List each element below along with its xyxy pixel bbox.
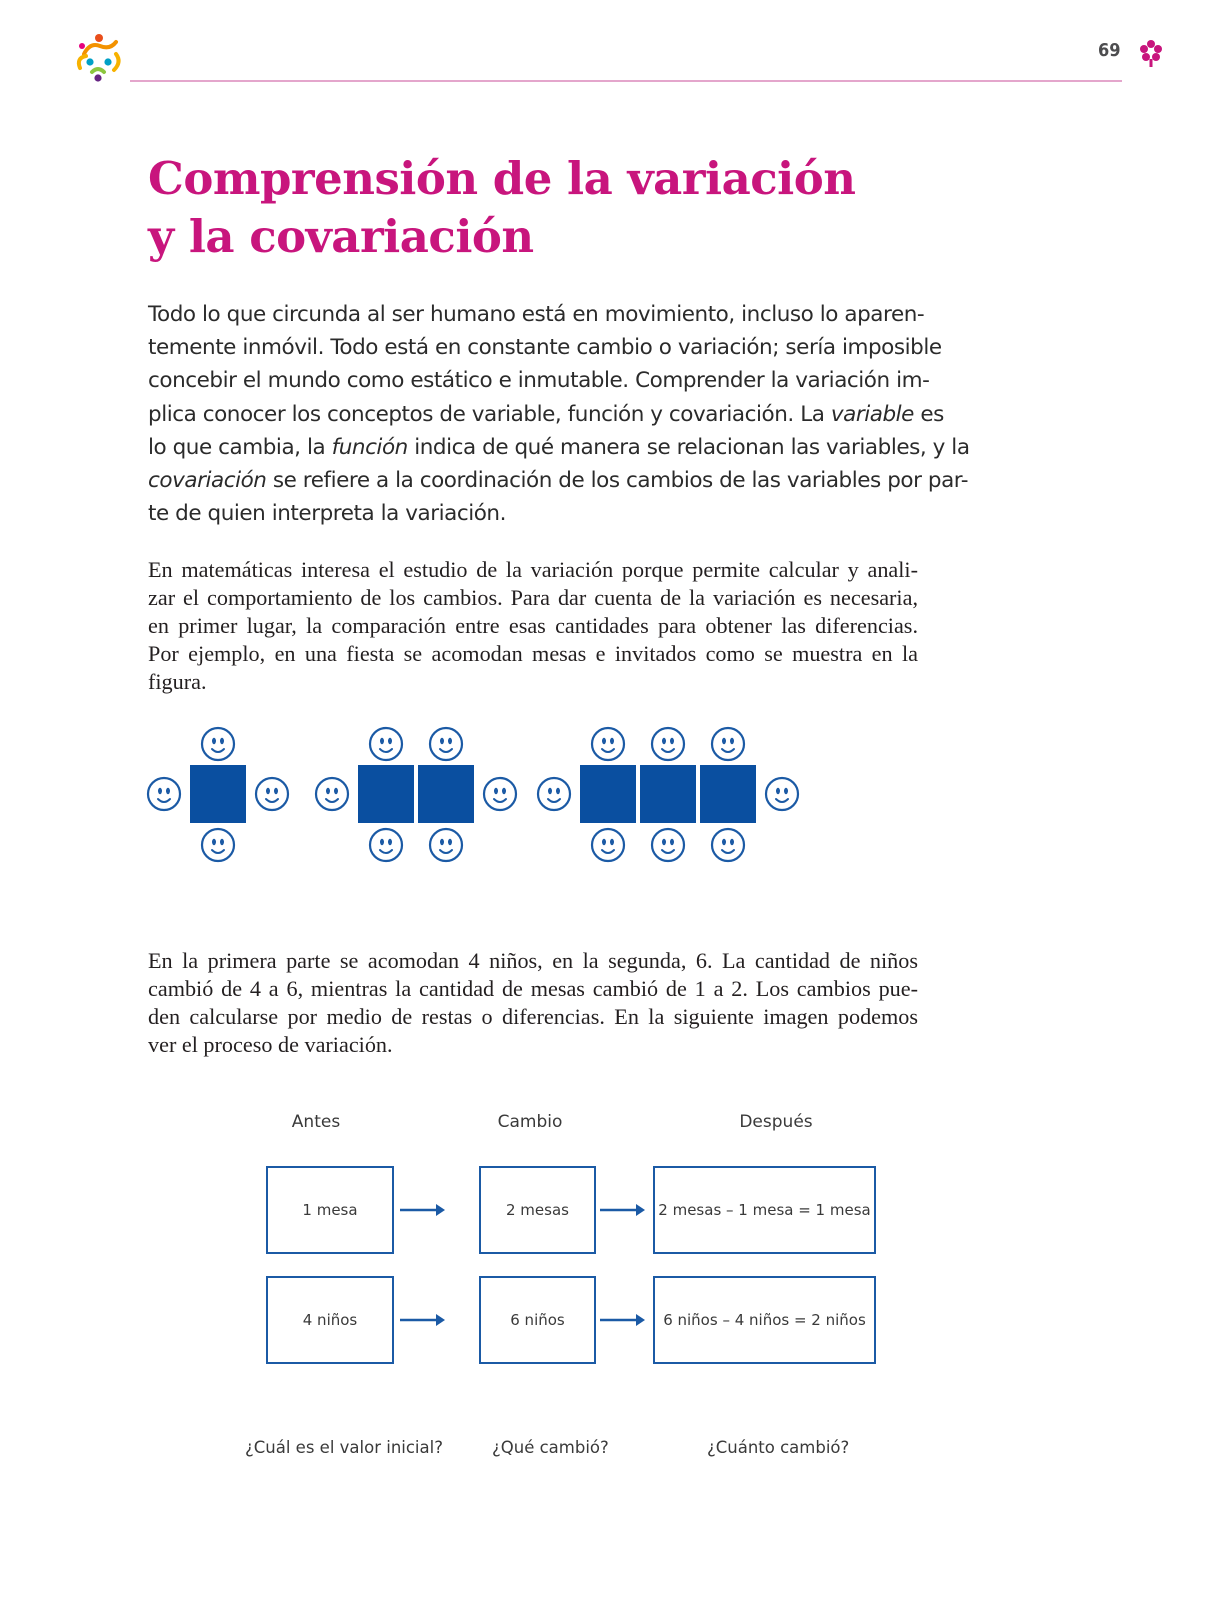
table-square bbox=[580, 765, 636, 823]
column-title-antes: Antes bbox=[291, 1112, 341, 1132]
change-paragraph: En la primera parte se acomodan 4 niños, en la segunda, 6. La cantidad de niños cambió de 4 a 6, mientras la cantidad de mesas cambió de 1 a 2. Los cambios pue- den calcularse por medio de restas o diferencias. En la siguiente imagen podemos ver el proceso de variación. bbox=[148, 948, 918, 1057]
arrow-right-icon bbox=[598, 1313, 646, 1327]
smiley-face-icon bbox=[766, 778, 798, 810]
tables-children-figure bbox=[140, 716, 820, 876]
page-title bbox=[148, 150, 948, 266]
smiley-face-icon bbox=[712, 728, 744, 760]
smiley-face-icon bbox=[370, 829, 402, 861]
program-logo-icon bbox=[70, 32, 126, 84]
flower-icon bbox=[1138, 38, 1164, 68]
smiley-face-icon bbox=[652, 829, 684, 861]
smiley-face-icon bbox=[712, 829, 744, 861]
smiley-face-icon bbox=[202, 829, 234, 861]
term-funcion: función bbox=[331, 434, 408, 460]
table-square bbox=[700, 765, 756, 823]
term-covariacion: covariación bbox=[148, 468, 267, 494]
smiley-face-icon bbox=[592, 829, 624, 861]
smiley-face-icon bbox=[484, 778, 516, 810]
page-number: 69 bbox=[1098, 40, 1121, 61]
question-valor-inicial: ¿Cuál es el valor inicial? bbox=[245, 1438, 443, 1457]
smiley-face-icon bbox=[148, 778, 180, 810]
header-rule bbox=[130, 80, 1122, 82]
table-square bbox=[418, 765, 474, 823]
smiley-face-icon bbox=[202, 728, 234, 760]
question-que-cambio: ¿Qué cambió? bbox=[492, 1438, 609, 1457]
smiley-face-icon bbox=[538, 778, 570, 810]
smiley-face-icon bbox=[370, 728, 402, 760]
box-despues-ninos: 6 niños – 4 niños = 2 niños bbox=[653, 1276, 876, 1364]
table-square bbox=[358, 765, 414, 823]
box-despues-mesas: 2 mesas – 1 mesa = 1 mesa bbox=[653, 1166, 876, 1254]
intro-paragraph: Todo lo que circunda al ser humano está en movimiento, incluso lo aparen- temente inmóvil. Todo está en constante cambio o variación; sería imposible concebir el mundo como estático e inmutable. Comprender la variación im- plica conocer los conceptos de variable, función y covariación. La variable es lo que cambia, la función indica de qué manera se relacionan las variables, y la covariación se refiere a la coordinación de los cambios de las variables por par- te de quien interpreta la variación. bbox=[148, 302, 970, 527]
box-cambio-ninos: 6 niños bbox=[479, 1276, 596, 1364]
term-variable: variable bbox=[830, 401, 914, 427]
title-line-1: Comprensión de la variación bbox=[148, 152, 856, 205]
arrow-right-icon bbox=[398, 1203, 446, 1217]
smiley-face-icon bbox=[652, 728, 684, 760]
table-square bbox=[190, 765, 246, 823]
box-antes-ninos: 4 niños bbox=[266, 1276, 394, 1364]
arrow-right-icon bbox=[598, 1203, 646, 1217]
table-square bbox=[640, 765, 696, 823]
smiley-face-icon bbox=[430, 829, 462, 861]
box-antes-mesas: 1 mesa bbox=[266, 1166, 394, 1254]
smiley-face-icon bbox=[430, 728, 462, 760]
column-title-despues: Después bbox=[739, 1112, 813, 1132]
smiley-face-icon bbox=[316, 778, 348, 810]
smiley-face-icon bbox=[592, 728, 624, 760]
column-title-cambio: Cambio bbox=[497, 1112, 563, 1132]
smiley-face-icon bbox=[256, 778, 288, 810]
variation-paragraph: En matemáticas interesa el estudio de la variación porque permite calcular y anali- zar el comportamiento de los cambios. Para dar cuenta de la variación es necesaria, en primer lugar, la comparación entre esas cantidades para obtener las diferencias. Por ejemplo, en una fiesta se acomodan mesas e invitados como se muestra en la figura. bbox=[148, 557, 918, 694]
title-line-2: y la covariación bbox=[148, 210, 534, 263]
box-cambio-mesas: 2 mesas bbox=[479, 1166, 596, 1254]
question-cuanto-cambio: ¿Cuánto cambió? bbox=[707, 1438, 850, 1457]
arrow-right-icon bbox=[398, 1313, 446, 1327]
